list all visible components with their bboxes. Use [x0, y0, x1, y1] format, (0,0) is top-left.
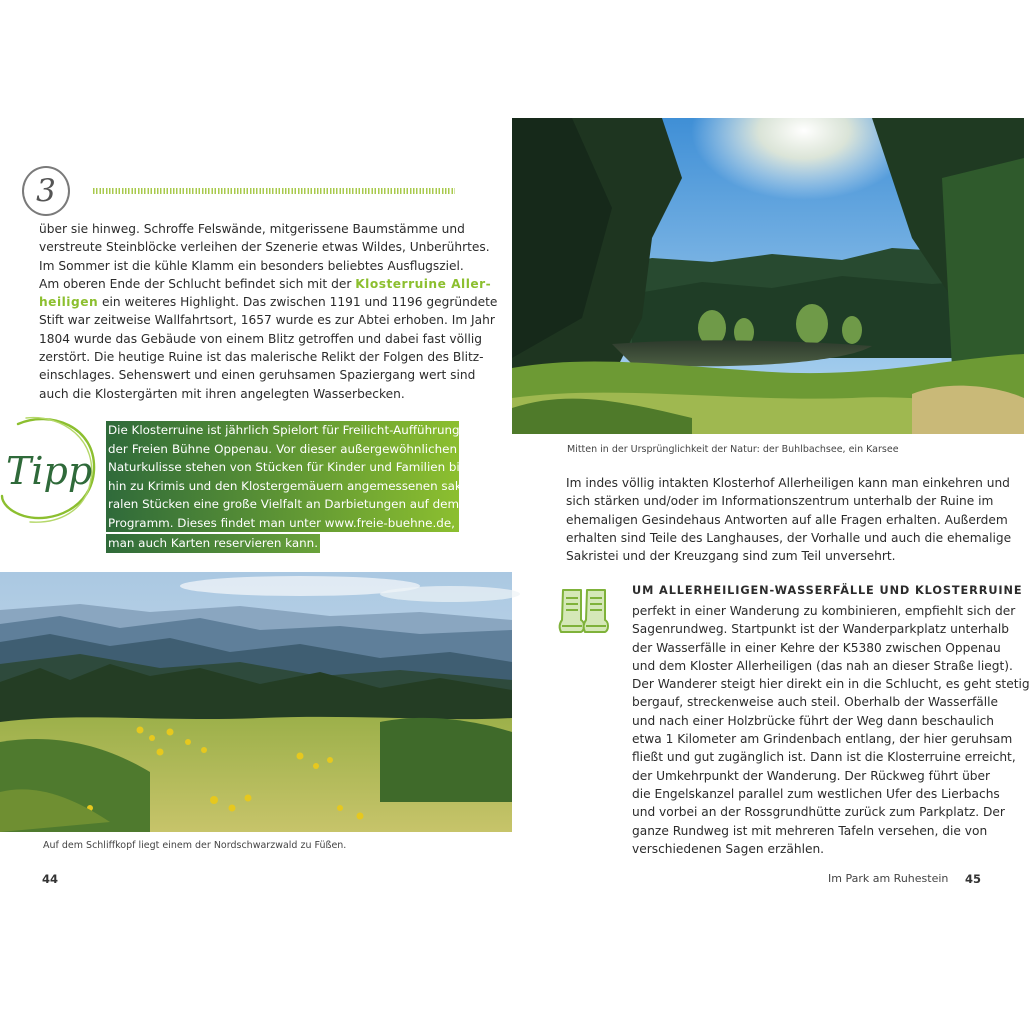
text-line: fließt und gut zugänglich ist. Dann ist die Klosterruine erreicht,: [632, 750, 1016, 765]
text-line: ehemaligen Gesindehaus Antworten auf alle Fragen erhalten. Außerdem: [566, 512, 1008, 527]
left-paragraph: [39, 220, 498, 403]
hike-heading: UM ALLERHEILIGEN-WASSERFÄLLE UND KLOSTERRUINE: [632, 584, 1023, 597]
text-line: Stift war zeitweise Wallfahrtsort, 1657 wurde es zur Abtei erhoben. Im Jahr: [39, 313, 495, 328]
text-line: und vorbei an der Rossgrundhütte zurück zum Parkplatz. Der: [632, 805, 1005, 820]
hiking-boots-icon: [557, 588, 617, 636]
text-line: bergauf, streckenweise auch steil. Oberhalb der Wasserfälle: [632, 695, 999, 710]
chapter-number-badge: [22, 166, 70, 216]
text-segment: ein weiteres Highlight. Das zwischen 1191 und 1196 gegründete: [98, 295, 498, 310]
tip-line: man auch Karten reservieren kann.: [106, 534, 320, 553]
text-line: Sagenrundweg. Startpunkt ist der Wanderparkplatz unterhalb: [632, 622, 1009, 637]
right-paragraph: [566, 474, 1012, 565]
text-line: Sakristei und der Kreuzgang sind zum Teil unversehrt.: [566, 549, 896, 564]
text-line: und dem Kloster Allerheiligen (das nah an dieser Straße liegt).: [632, 658, 1013, 673]
text-line: auch die Klostergärten mit ihren angelegten Wasserbecken.: [39, 386, 405, 401]
hike-paragraph: [632, 602, 1030, 858]
text-line: einschlages. Sehenswert und einen geruhsamen Spaziergang wert sind: [39, 368, 476, 383]
page-number-left: 44: [42, 872, 59, 886]
buhlbachsee-lake-photo: [512, 118, 1024, 434]
tip-line: der Freien Bühne Oppenau. Vor dieser außergewöhnlichen: [106, 440, 459, 459]
tip-line: Programm. Dieses findet man unter www.freie-buehne.de, wo: [106, 514, 459, 533]
text-line: die Engelskanzel parallel zum westlichen Ufer des Lierbachs: [632, 786, 1000, 801]
text-line: sich stärken und/oder im Informationszentrum unterhalb der Ruine im: [566, 494, 994, 509]
page-number-right: 45: [965, 872, 982, 886]
text-line-with-link: [39, 293, 498, 311]
tip-line: hin zu Krimis und den Klostergemäuern angemessenen sak-: [106, 477, 459, 496]
text-line: 1804 wurde das Gebäude von einem Blitz getroffen und dabei fast völlig: [39, 331, 482, 346]
text-line: Im indes völlig intakten Klosterhof Allerheiligen kann man einkehren und: [566, 476, 1010, 490]
text-line: über sie hinweg. Schroffe Felswände, mitgerissene Baumstämme und: [39, 222, 465, 236]
text-line-with-link: [39, 275, 492, 293]
tipp-wreath-icon: [0, 412, 100, 528]
text-line: Der Wanderer steigt hier direkt ein in die Schlucht, es geht stetig: [632, 677, 1030, 692]
text-line: und nach einer Holzbrücke führt der Weg dann beschaulich: [632, 713, 995, 728]
tip-box: [106, 421, 476, 553]
text-line: der Wasserfälle in einer Kehre der K5380 zwischen Oppenau: [632, 640, 1001, 655]
text-line: zerstört. Die heutige Ruine ist das malerische Relikt der Folgen des Blitz-: [39, 350, 484, 365]
tipp-label: Tipp: [6, 449, 93, 493]
text-segment: Am oberen Ende der Schlucht befindet sich mit der: [39, 276, 352, 291]
text-line: perfekt in einer Wanderung zu kombinieren, empfiehlt sich der: [632, 604, 1016, 618]
tip-line: Naturkulisse stehen von Stücken für Kinder und Familien bis: [106, 458, 459, 477]
tip-line: ralen Stücken eine große Vielfalt an Darbietungen auf dem: [106, 495, 459, 514]
left-photo-caption: Auf dem Schliffkopf liegt einem der Nordschwarzwald zu Füßen.: [43, 840, 347, 851]
text-line: verstreute Steinblöcke verleihen der Szenerie etwas Wildes, Unberührtes.: [39, 240, 490, 255]
tip-line: Die Klosterruine ist jährlich Spielort für Freilicht-Aufführungen: [106, 421, 459, 440]
highlight-klosterruine-cont: heiligen: [39, 295, 99, 310]
schliffkopf-landscape-photo: [0, 572, 512, 832]
text-line: ganze Rundweg ist mit mehreren Tafeln versehen, die von: [632, 823, 988, 838]
text-line: verschiedenen Sagen erzählen.: [632, 841, 825, 856]
chapter-divider-rule: [93, 188, 455, 194]
text-line: Im Sommer ist die kühle Klamm ein besonders beliebtes Ausflugsziel.: [39, 258, 464, 273]
running-head: Im Park am Ruhestein: [828, 872, 949, 885]
text-line: etwa 1 Kilometer am Grindenbach entlang, der hier geruhsam: [632, 732, 1013, 747]
chapter-number: 3: [36, 172, 56, 209]
text-line: der Umkehrpunkt der Wanderung. Der Rückweg führt über: [632, 768, 991, 783]
text-line: erhalten sind Teile des Langhauses, der Vorhalle und auch die ehemalige: [566, 530, 1012, 545]
highlight-klosterruine: Klosterruine Aller-: [355, 276, 492, 291]
right-photo-caption: Mitten in der Ursprünglichkeit der Natur: der Buhlbachsee, ein Karsee: [567, 444, 899, 455]
